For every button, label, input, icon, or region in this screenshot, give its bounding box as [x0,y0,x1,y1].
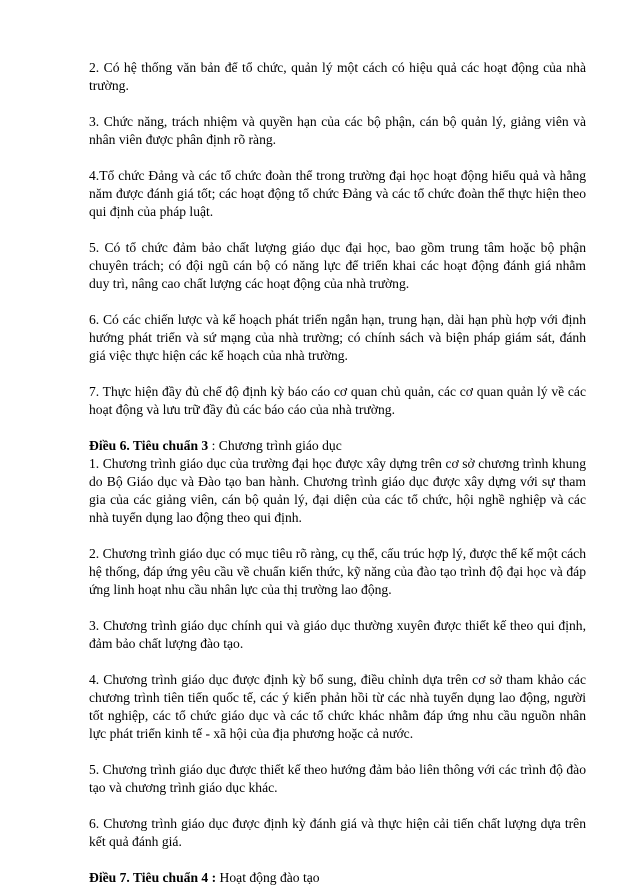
article-6-heading [89,437,586,455]
paragraph-4: 4.Tổ chức Đảng và các tổ chức đoàn thể trong trường đại học hoạt động hiểu quả và hằng năm được đánh giá tốt; các hoạt động tổ chức Đảng và các tổ chức đoàn thể thực hiện theo qui định của pháp luật. [89,168,586,219]
article-6-item-5: 5. Chương trình giáo dục được thiết kế theo hướng đảm bảo liên thông với các trình độ đào tạo và chương trình giáo dục khác. [89,762,586,795]
paragraph-5: 5. Có tổ chức đảm bảo chất lượng giáo dục đại học, bao gồm trung tâm hoặc bộ phận chuyên trách; có đội ngũ cán bộ có năng lực để triển khai các hoạt động đánh giá nhằm duy trì, nâng cao chất lượng các hoạt động của nhà trường. [89,240,586,291]
article-6-item-1: 1. Chương trình giáo dục của trường đại học được xây dựng trên cơ sở chương trình khung do Bộ Giáo dục và Đào tạo ban hành. Chương trình giáo dục được xây dựng với sự tham gia của các giảng viên, cán bộ quản lý, đại diện của các tổ chức, hội nghề nghiệp và các nhà tuyển dụng lao động theo qui định. [89,456,586,525]
article-6-subtitle: : Chương trình giáo dục [208,438,342,453]
paragraph-7: 7. Thực hiện đầy đủ chế độ định kỳ báo cáo cơ quan chủ quản, các cơ quan quản lý về các hoạt động và lưu trữ đầy đủ các báo cáo của nhà trường. [89,384,586,417]
article-6-item-2: 2. Chương trình giáo dục có mục tiêu rõ ràng, cụ thể, cấu trúc hợp lý, được thế kế một cách hệ thống, đáp ứng yêu cầu về chuẩn kiến thức, kỹ năng của đào tạo trình độ đại học và đáp ứng linh hoạt nhu cầu nhân lực của thị trường lao động. [89,546,586,597]
article-6-item-4: 4. Chương trình giáo dục được định kỳ bổ sung, điều chỉnh dựa trên cơ sở tham khảo các chương trình tiên tiến quốc tế, các ý kiến phản hồi từ các nhà tuyển dụng lao động, người tốt nghiệp, các tổ chức giáo dục và các tổ chức khác nhằm đáp ứng nhu cầu nguồn nhân lực phát triển kinh tế - xã hội của địa phương hoặc cả nước. [89,672,586,741]
article-7-heading [89,869,586,887]
article-7-title: Điều 7. Tiêu chuẩn 4 : [89,870,217,885]
article-6-item-3: 3. Chương trình giáo dục chính qui và giáo dục thường xuyên được thiết kế theo qui định, đảm bảo chất lượng đào tạo. [89,618,586,651]
paragraph-2: 2. Có hệ thống văn bản để tổ chức, quản lý một cách có hiệu quả các hoạt động của nhà trường. [89,60,586,93]
article-6-item-6: 6. Chương trình giáo dục được định kỳ đánh giá và thực hiện cải tiến chất lượng dựa trên kết quả đánh giá. [89,816,586,849]
paragraph-6: 6. Có các chiến lược và kế hoạch phát triển ngắn hạn, trung hạn, dài hạn phù hợp với định hướng phát triển và sứ mạng của nhà trường; có chính sách và biện pháp giám sát, đánh giá việc thực hiện các kế hoạch của nhà trường. [89,312,586,363]
article-7-subtitle: Hoạt động đào tạo [216,870,320,885]
paragraph-3: 3. Chức năng, trách nhiệm và quyền hạn của các bộ phận, cán bộ quản lý, giảng viên và nhân viên được phân định rõ ràng. [89,114,586,147]
article-6-title: Điều 6. Tiêu chuẩn 3 [89,438,209,453]
document-page [89,59,586,887]
